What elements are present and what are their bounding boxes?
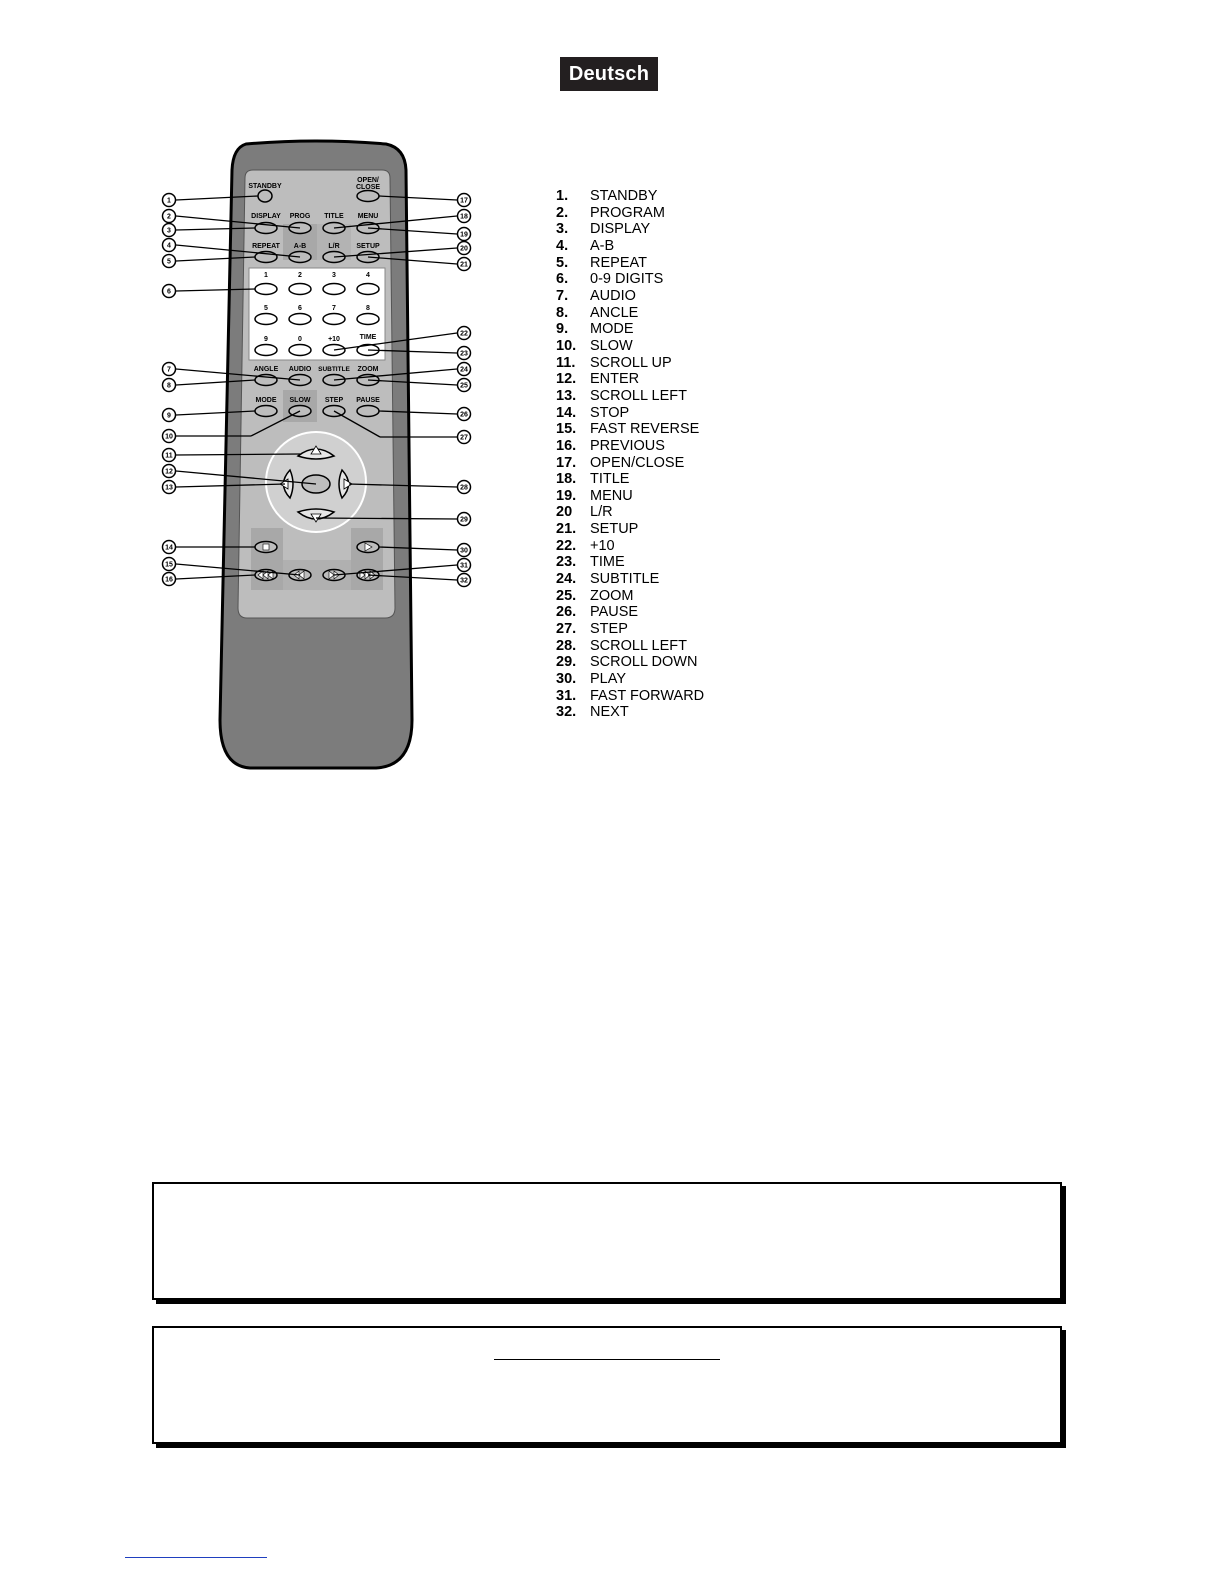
legend-item [556,221,704,238]
legend-number: 20 [556,504,573,521]
legend-number: 2. [556,204,569,221]
legend-number: 1. [556,188,569,204]
callout-number: 8 [167,382,171,390]
legend-item [556,438,704,455]
legend-item [556,471,704,488]
digit-2-button[interactable] [289,284,311,295]
label-pause: PAUSE [356,397,380,404]
legend-item [556,671,704,688]
legend-number: 16. [556,437,577,454]
digit-0-button[interactable] [289,345,311,356]
legend-label: ANCLE [590,304,639,321]
label-d2: 2 [298,272,302,279]
digit-5-button[interactable] [255,314,277,325]
legend-label: NEXT [590,704,629,721]
label-open-close-2: CLOSE [355,184,381,191]
legend-item [556,504,704,521]
legend-number: 23. [556,554,577,571]
legend-label: TITLE [590,471,630,488]
legend-label: SUBTITLE [590,571,660,588]
legend-item [556,654,704,671]
callout-number: 2 [167,213,171,221]
label-subtitle: SUBTITLE [318,366,350,373]
legend-item [556,554,704,571]
label-d8: 8 [366,305,370,312]
button-legend [556,188,704,721]
digit-6-button[interactable] [289,314,311,325]
label-lr: L/R [328,243,340,250]
label-step: STEP [324,397,344,404]
callout-number: 12 [165,468,173,476]
callout-number: 31 [460,562,468,570]
legend-number: 31. [556,687,577,704]
legend-number: 17. [556,454,577,471]
legend-number: 28. [556,637,577,654]
legend-number: 10. [556,337,577,354]
legend-item [556,288,704,305]
legend-label: SCROLL LEFT [590,637,687,654]
stop-icon [263,544,269,550]
legend-item [556,255,704,272]
legend-label: REPEAT [590,254,647,271]
legend-number: 14. [556,404,577,421]
callout-number: 3 [167,227,171,235]
legend-number: 7. [556,287,569,304]
callout-number: 5 [167,258,171,266]
legend-number: 5. [556,254,569,271]
label-time: TIME [359,334,377,341]
legend-item [556,371,704,388]
digit-1-button[interactable] [255,284,277,295]
callout-number: 15 [165,561,173,569]
label-repeat: REPEAT [252,243,280,250]
legend-number: 30. [556,671,577,688]
legend-item [556,271,704,288]
legend-label: DISPLAY [590,221,651,238]
digit-8-button[interactable] [357,314,379,325]
legend-item [556,305,704,322]
empty-notice-box [152,1182,1062,1300]
callout-number: 14 [165,544,173,552]
legend-number: 13. [556,387,577,404]
digit-7-button[interactable] [323,314,345,325]
label-audio: AUDIO [288,366,312,373]
legend-label: SCROLL UP [590,354,672,371]
callout-number: 21 [460,261,468,269]
callout-number: 25 [460,382,468,390]
label-prog: PROG [289,213,311,220]
label-angle: ANGLE [253,366,279,373]
legend-label: A-B [590,237,615,254]
legend-item [556,455,704,472]
legend-item [556,405,704,422]
pause-button[interactable] [357,406,379,417]
callout-number: 10 [165,433,173,441]
legend-number: 29. [556,654,577,671]
legend-label: FAST FORWARD [590,687,705,704]
legend-number: 25. [556,587,577,604]
callout-number: 30 [460,547,468,555]
label-d0: 0 [298,336,302,343]
legend-label: ZOOM [590,587,634,604]
legend-number: 21. [556,521,577,538]
callout-number: 4 [167,242,171,250]
legend-number: 4. [556,237,569,254]
legend-number: 19. [556,487,577,504]
legend-label: MENU [590,487,633,504]
mode-button[interactable] [255,406,277,417]
legend-number: 22. [556,537,577,554]
legend-label: PLAY [590,671,627,688]
legend-label: PAUSE [590,604,639,621]
label-title: TITLE [324,213,344,220]
label-zoom: ZOOM [357,366,379,373]
label-menu: MENU [357,213,379,220]
legend-number: 26. [556,604,577,621]
callout-number: 27 [460,434,468,442]
label-standby: STANDBY [248,183,282,190]
empty-notice-box-with-rule [152,1326,1062,1444]
legend-label: ENTER [590,371,640,388]
callout-number: 29 [460,516,468,524]
language-badge: Deutsch [560,57,658,91]
legend-item [556,355,704,372]
legend-item [556,238,704,255]
callout-number: 6 [167,288,171,296]
remote-control-diagram [150,130,480,775]
callout-number: 17 [460,197,468,205]
legend-number: 27. [556,621,577,638]
legend-item [556,704,704,721]
label-d3: 3 [332,272,336,279]
legend-label: SETUP [590,521,639,538]
legend-item [556,571,704,588]
legend-number: 18. [556,471,577,488]
label-ab: A-B [293,243,307,250]
digit-3-button[interactable] [323,284,345,295]
legend-label: 0-9 DIGITS [590,271,664,288]
legend-item [556,538,704,555]
legend-label: SLOW [590,337,633,354]
legend-item [556,388,704,405]
legend-label: SCROLL DOWN [590,654,698,671]
callout-number: 24 [460,366,468,374]
standby-button[interactable] [258,190,272,202]
callout-number: 26 [460,411,468,419]
legend-label: +10 [590,537,615,554]
label-d5: 5 [264,305,268,312]
legend-item [556,688,704,705]
callout-number: 20 [460,245,468,253]
callout-number: 9 [167,412,171,420]
label-d9: 9 [264,336,268,343]
callout-number: 18 [460,213,468,221]
legend-item [556,638,704,655]
open-close-button[interactable] [357,191,379,202]
legend-number: 8. [556,304,569,321]
label-d6: 6 [298,305,302,312]
callout-number: 22 [460,330,468,338]
legend-label: STOP [590,404,630,421]
label-slow: SLOW [289,397,311,404]
legend-number: 24. [556,571,577,588]
legend-item [556,488,704,505]
legend-label: SCROLL LEFT [590,387,687,404]
legend-number: 12. [556,371,577,388]
digit-4-button[interactable] [357,284,379,295]
callout-number: 16 [165,576,173,584]
legend-number: 6. [556,271,569,288]
label-d7: 7 [332,305,336,312]
callout-number: 28 [460,484,468,492]
label-display: DISPLAY [251,213,281,220]
label-d4: 4 [366,272,370,279]
legend-item [556,205,704,222]
legend-label: L/R [590,504,613,521]
digit-9-button[interactable] [255,345,277,356]
legend-label: STANDBY [590,188,658,204]
legend-label: PREVIOUS [590,437,665,454]
callout-number: 1 [167,197,171,205]
legend-item [556,604,704,621]
callout-number: 11 [165,452,173,460]
legend-label: TIME [590,554,625,571]
callout-number: 23 [460,350,468,358]
legend-number: 9. [556,321,569,338]
callout-number: 19 [460,231,468,239]
legend-item [556,621,704,638]
legend-label: STEP [590,621,628,638]
legend-number: 32. [556,704,577,721]
callout-number: 7 [167,366,171,374]
legend-item [556,188,704,205]
callout-number: 32 [460,577,468,585]
legend-item [556,521,704,538]
legend-label: FAST REVERSE [590,421,700,438]
label-plus10: +10 [328,336,340,343]
label-setup: SETUP [356,243,380,250]
legend-item [556,421,704,438]
footer-link-underline [125,1557,267,1558]
legend-number: 11. [556,354,576,371]
legend-label: AUDIO [590,287,636,304]
legend-item [556,588,704,605]
label-mode: MODE [255,397,277,404]
legend-label: MODE [590,321,634,338]
callout-number: 13 [165,484,173,492]
legend-number: 3. [556,221,569,238]
heading-underline [494,1359,720,1360]
legend-label: PROGRAM [590,204,665,221]
legend-item [556,338,704,355]
legend-item [556,321,704,338]
legend-label: OPEN/CLOSE [590,454,685,471]
legend-number: 15. [556,421,577,438]
label-open-close-1: OPEN/ [357,177,379,184]
label-d1: 1 [264,272,268,279]
